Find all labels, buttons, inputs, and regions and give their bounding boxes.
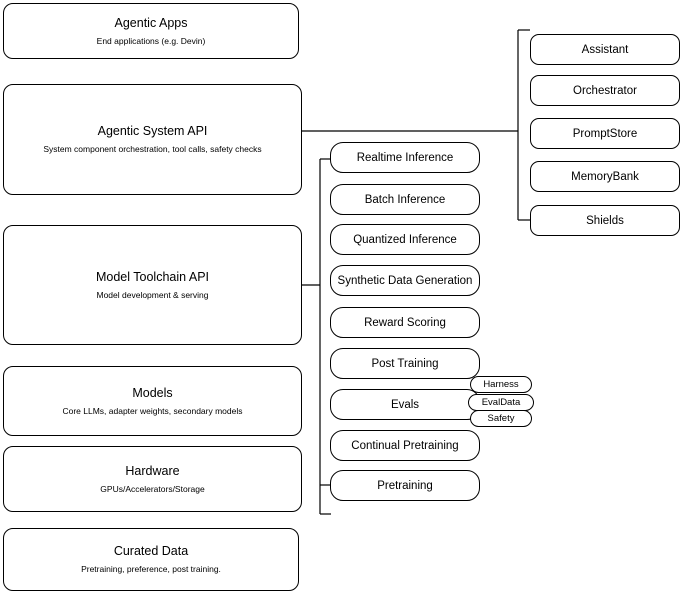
component-pretraining[interactable] (330, 470, 480, 501)
component-continual-pretraining[interactable] (330, 430, 480, 461)
component-label: Pretraining (377, 479, 433, 492)
component-post-training[interactable] (330, 348, 480, 379)
component-safety[interactable] (470, 410, 532, 427)
component-label: EvalData (481, 397, 521, 408)
component-label: Orchestrator (573, 84, 637, 97)
layer-subtitle: Core LLMs, adapter weights, secondary models (62, 405, 243, 416)
component-label: Reward Scoring (364, 316, 446, 329)
layer-title: Curated Data (113, 544, 189, 558)
component-synthetic-data-generation[interactable] (330, 265, 480, 296)
component-assistant[interactable] (530, 34, 680, 65)
layer-title: Agentic Apps (114, 15, 188, 30)
layer-title: Agentic System API (97, 124, 208, 138)
component-label: Harness (483, 379, 519, 390)
component-evals[interactable] (330, 389, 480, 420)
component-batch-inference[interactable] (330, 184, 480, 215)
layer-model-toolchain-api[interactable] (3, 225, 302, 345)
layer-subtitle: Pretraining, preference, post training. (81, 564, 221, 574)
component-shields[interactable] (530, 205, 680, 236)
layer-subtitle: GPUs/Accelerators/Storage (100, 483, 205, 494)
layer-title: Model Toolchain API (95, 269, 210, 284)
layer-subtitle: Model development & serving (96, 289, 209, 300)
component-evaldata[interactable] (468, 394, 534, 411)
component-label: PromptStore (572, 127, 638, 140)
component-label: Assistant (581, 43, 629, 56)
layer-title: Hardware (125, 463, 180, 478)
layer-agentic-apps[interactable] (3, 3, 299, 59)
component-harness[interactable] (470, 376, 532, 393)
component-label: Continual Pretraining (351, 439, 459, 452)
component-quantized-inference[interactable] (330, 224, 480, 255)
layer-title: Models (132, 385, 173, 400)
component-label: Safety (487, 413, 515, 424)
component-label: Quantized Inference (353, 233, 457, 246)
component-label: Realtime Inference (356, 151, 454, 164)
layer-hardware[interactable] (3, 446, 302, 512)
component-label: Evals (390, 398, 420, 411)
component-reward-scoring[interactable] (330, 307, 480, 338)
layer-subtitle: End applications (e.g. Devin) (96, 35, 206, 46)
component-promptstore[interactable] (530, 118, 680, 149)
component-label: Shields (586, 214, 624, 227)
layer-agentic-system-api[interactable] (3, 84, 302, 195)
layer-subtitle: System component orchestration, tool calls, safety checks (43, 144, 262, 154)
component-label: Batch Inference (364, 193, 446, 206)
layer-models[interactable] (3, 366, 302, 436)
component-label: Post Training (371, 357, 439, 370)
component-realtime-inference[interactable] (330, 142, 480, 173)
component-memorybank[interactable] (530, 161, 680, 192)
component-label: MemoryBank (571, 170, 639, 183)
component-label: Synthetic Data Generation (337, 274, 473, 287)
layer-curated-data[interactable] (3, 528, 299, 591)
component-orchestrator[interactable] (530, 75, 680, 106)
